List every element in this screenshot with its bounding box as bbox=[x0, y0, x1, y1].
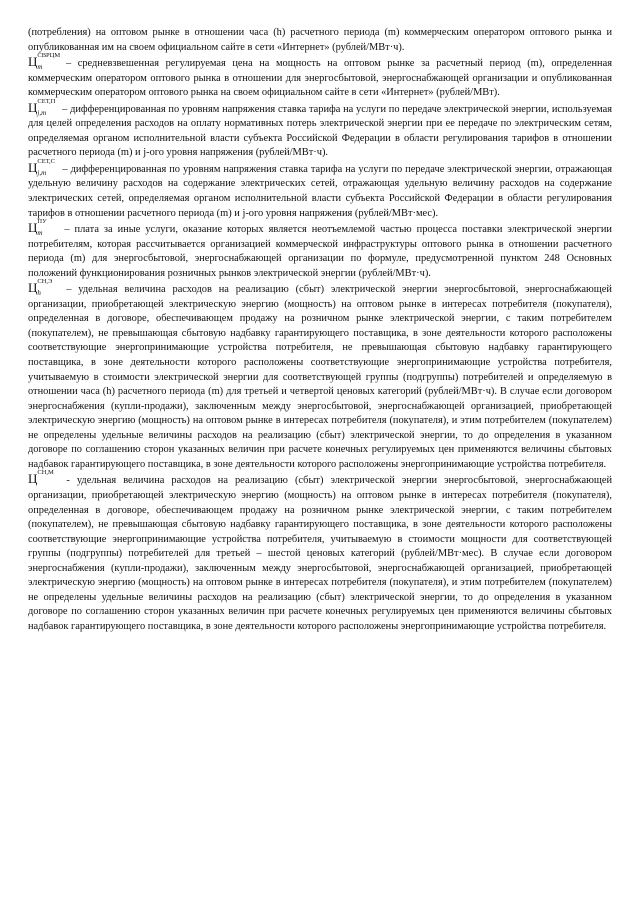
definition-paragraph bbox=[28, 97, 612, 161]
symbol-superscript: СН,М bbox=[37, 469, 54, 477]
symbol-subscript: j,m bbox=[37, 168, 47, 177]
symbol-subscript: h bbox=[37, 289, 41, 298]
symbol-superscript: СЕТ,С bbox=[37, 157, 55, 165]
definition-paragraph bbox=[28, 278, 612, 472]
formula-symbol: Ц ПУ m bbox=[28, 220, 59, 235]
formula-symbol: Ц СЕТ,П j,m bbox=[28, 100, 59, 115]
formula-symbol: Ц СВРЦМ m bbox=[28, 54, 59, 69]
definition-paragraph bbox=[28, 157, 612, 221]
symbol-superscript: СВРЦМ bbox=[37, 52, 61, 60]
paragraph-text: – средневзвешенная регулируемая цена на мощность на оптовом рынке за расчетный период (m), определенная коммерческим оператором оптового рынка в отношении для энергосбытовой, энергоснабжающей организации и опубликованная коммерческим оператором оптового рынка на своем официальном сайте в сети «Интернет» (рублей/МВт). bbox=[28, 58, 612, 99]
paragraph-text: – дифференцированная по уровням напряжения ставка тарифа на услуги по передаче электрической энергии, используемая для целей определения расходов на оплату нормативных потерь электрической энергии при ее передаче по электрическим сетям, определяемая органом исполнительной власти субъекта Российской Федерации в области регулирования тарифов в отношении расчетного периода (m) и j-ого уровня напряжения (рублей/МВт·ч). bbox=[28, 103, 612, 159]
document-page bbox=[28, 26, 612, 634]
symbol-superscript: СН,Э bbox=[37, 278, 53, 286]
symbol-subscript: m bbox=[37, 63, 43, 72]
definition-paragraph bbox=[28, 218, 612, 281]
paragraph-text: - удельная величина расходов на реализацию (сбыт) электрической энергии энергосбытовой, энергоснабжающей организации, приобретающей электрическую энергию (мощность) на оптовом рынке в интересах потребителя (покупателя), определенная в договоре, обеспечивающем продажу на розничном рынке электрической энергии, с таким потребителем (покупателем), не превышающая сбытовую надбавку гарантирующего поставщика, в зоне деятельности которого расположены соответствующие энергопринимающие устройства потребителя, учитываемую в стоимости мощности для соответствующей группы (подгруппы) потребителей для третьей – шестой ценовых категорий (рублей/МВт·мес). В случае если договором энергоснабжения (купли-продажи), заключенным между энергосбытовой, энергоснабжающей организацией, приобретающей электрическую энергию (мощность) на оптовом рынке в интересах потребителя (покупателя), и этим потребителем (покупателем) не определены удельные величины расходов на реализацию (сбыт) электрической энергии, то до определения в указанном договоре по соглашению сторон указанных величин при расчете конечных регулируемых цен применяются величины сбытовых надбавок гарантирующего поставщика, в зоне деятельности которого расположены энергопринимающие устройства потребителя. bbox=[28, 475, 612, 632]
symbol-subscript: j,m bbox=[37, 108, 47, 117]
symbol-subscript: m bbox=[37, 229, 43, 238]
symbol-superscript: ПУ bbox=[37, 218, 47, 226]
paragraph-text: (потребления) на оптовом рынке в отношении часа (h) расчетного периода (m) коммерческим оператором оптового рынка и опубликованная им на своем официальном сайте в сети «Интернет» (рублей/МВт·ч). bbox=[28, 27, 612, 53]
paragraph-text: – плата за иные услуги, оказание которых является неотъемлемой частью процесса поставки электрической энергии потребителям, которая рассчитывается организацией коммерческой инфраструктуры оптового рынка в отношении расчетного периода (m) для энергосбытовой, энергоснабжающей организации по формуле, предусмотренной пунктом 248 Основных положений функционирования розничных рынков электрической энергии (рублей/МВт·ч). bbox=[28, 224, 612, 279]
formula-symbol: Ц СН,М bbox=[28, 471, 59, 486]
formula-symbol: Ц СН,Э h bbox=[28, 280, 59, 295]
paragraph-continuation bbox=[28, 26, 612, 55]
formula-symbol: Ц СЕТ,С j,m bbox=[28, 160, 59, 175]
definition-paragraph bbox=[28, 52, 612, 101]
paragraph-text: – удельная величина расходов на реализацию (сбыт) электрической энергии энергосбытовой, энергоснабжающей организации, приобретающей электрическую энергию (мощность) на оптовом рынке в интересах потребителя (покупателя), определенная в договоре, обеспечивающем продажу на розничном рынке электрической энергии, с таким потребителем (покупателем), не превышающая сбытовую надбавку гарантирующего поставщика, в зоне деятельности которого расположены соответствующие энергопринимающие устройства потребителя, не превышающая сбытовую надбавку гарантирующего поставщика, в зоне деятельности которого расположены соответствующие энергопринимающие устройства потребителя, учитываемую в стоимости электрической энергии для соответствующей группы (подгруппы) потребителей и определяемую в отношении часа (h) расчетного периода (m) для третьей и четвертой ценовых категорий (рублей/МВт·ч). В случае если договором энергоснабжения (купли-продажи), заключенным между энергосбытовой, энергоснабжающей организацией, приобретающей электрическую энергию (мощность) на оптовом рынке в интересах потребителя (покупателя), и этим потребителем (покупателем) не определены удельные величины расходов на реализацию (сбыт) электрической энергии, то до определения в указанном договоре по соглашению сторон указанных величин при расчете конечных регулируемых цен применяются величины сбытовых надбавок гарантирующего поставщика, в зоне деятельности которого расположены энергопринимающие устройства потребителя. bbox=[28, 284, 612, 470]
paragraph-text: – дифференцированная по уровням напряжения ставка тарифа на услуги по передаче электрической энергии, отражающая удельную величину расходов на содержание электрических сетей, отражающая удельную величину расходов на содержание электрических сетей, определяемая органом исполнительной власти субъекта Российской Федерации в области регулирования тарифов в отношении расчетного периода (m) и j-ого уровня напряжения (рублей/МВт·мес). bbox=[28, 163, 612, 219]
symbol-superscript: СЕТ,П bbox=[37, 97, 56, 105]
definition-paragraph bbox=[28, 469, 612, 634]
